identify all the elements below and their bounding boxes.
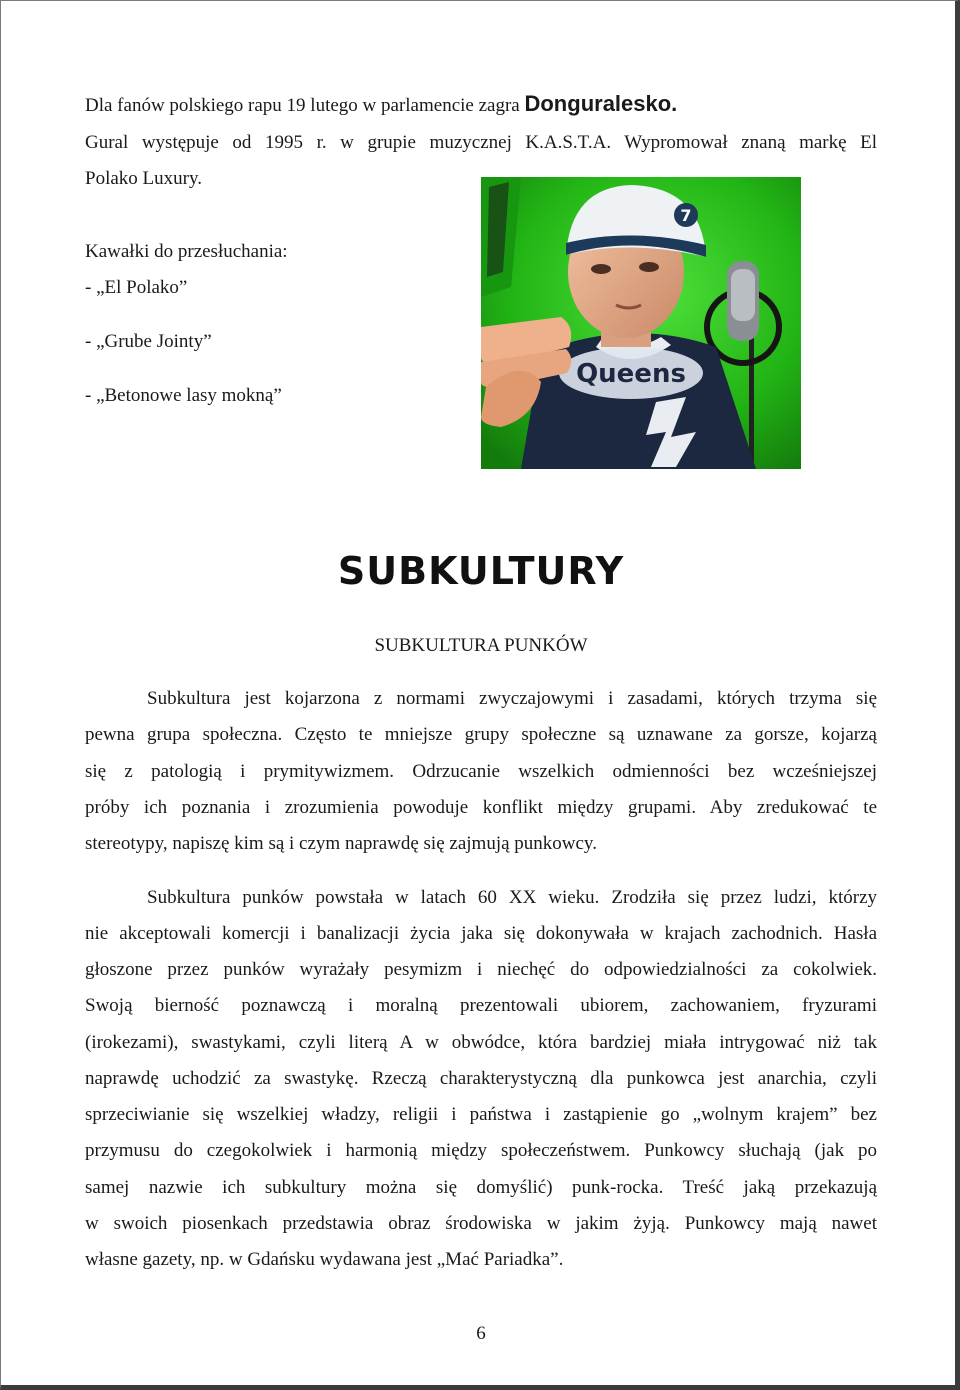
- paragraph-2-line: przymusu do czegokolwiek i harmonią między społeczeństwem. Punkowcy słuchają (jak po: [85, 1140, 877, 1161]
- paragraph-2-line: Subkultura punków powstała w latach 60 XX wieku. Zrodziła się przez ludzi, którzy: [147, 887, 877, 908]
- paragraph-1-line: stereotypy, napiszę kim są i czym naprawdę się zajmują punkowcy.: [85, 833, 597, 854]
- shirt-logo-text: Queens: [576, 359, 686, 389]
- intro-line-3: Polako Luxury.: [85, 168, 202, 189]
- paragraph-1-line: pewna grupa społeczna. Często te mniejsze grupy społeczne są uznawane za gorsze, kojarzą: [85, 724, 877, 745]
- paragraph-2-line: nie akceptowali komercji i banalizacji życia jaka się dokonywała w krajach zachodnich. Hasła: [85, 923, 877, 944]
- paragraph-1-line: się z patologią i prymitywizmem. Odrzucanie wszelkich odmienności bez wcześniejszej: [85, 761, 877, 782]
- paragraph-2-line: Swoją bierność poznawczą i moralną prezentowali ubiorem, zachowaniem, fryzurami: [85, 995, 877, 1016]
- paragraph-2-line: (irokezami), swastykami, czyli literą A w obwódce, która bardziej miała intrygować niż tak: [85, 1032, 877, 1053]
- song-item: - „Betonowe lasy mokną”: [85, 385, 282, 406]
- artist-photo: [481, 177, 801, 469]
- section-title: SUBKULTURY: [337, 549, 625, 593]
- intro-line-1: [85, 93, 677, 117]
- paragraph-2-line: głoszone przez punków wyrażały pesymizm i niechęć do odpowiedzialności za cokolwiek.: [85, 959, 877, 980]
- intro-line-2: Gural występuje od 1995 r. w grupie muzycznej K.A.S.T.A. Wypromował znaną markę El: [85, 132, 877, 153]
- song-item: - „El Polako”: [85, 277, 188, 298]
- paragraph-1-line: próby ich poznania i zrozumienia powoduje konflikt między grupami. Aby zredukować te: [85, 797, 877, 818]
- intro-line-1-text: Dla fanów polskiego rapu 19 lutego w parlamencie zagra: [85, 95, 520, 116]
- artist-name: Donguralesko.: [524, 91, 678, 116]
- page-number: 6: [476, 1323, 486, 1344]
- paragraph-2-line: własne gazety, np. w Gdańsku wydawana jest „Mać Pariadka”.: [85, 1249, 564, 1270]
- paragraph-1-line: Subkultura jest kojarzona z normami zwyczajowymi i zasadami, których trzyma się: [147, 688, 877, 709]
- paragraph-2-line: sprzeciwianie się wszelkiej władzy, religii i państwa i zastąpienie go „wolnym krajem” bez: [85, 1104, 877, 1125]
- songs-heading: Kawałki do przesłuchania:: [85, 241, 288, 262]
- song-item: - „Grube Jointy”: [85, 331, 212, 352]
- paragraph-2-line: samej nazwie ich subkultury można się domyślić) punk-rocka. Treść jaką przekazują: [85, 1177, 877, 1198]
- cap-logo-text: 7: [680, 206, 692, 225]
- paragraph-2-line: w swoich piosenkach przedstawia obraz środowiska w jakim żyją. Punkowcy mają nawet: [85, 1213, 877, 1234]
- paragraph-2-line: naprawdę uchodzić za swastykę. Rzeczą charakterystyczną dla punkowca jest anarchia, czyli: [85, 1068, 877, 1089]
- section-subtitle: SUBKULTURA PUNKÓW: [374, 635, 588, 656]
